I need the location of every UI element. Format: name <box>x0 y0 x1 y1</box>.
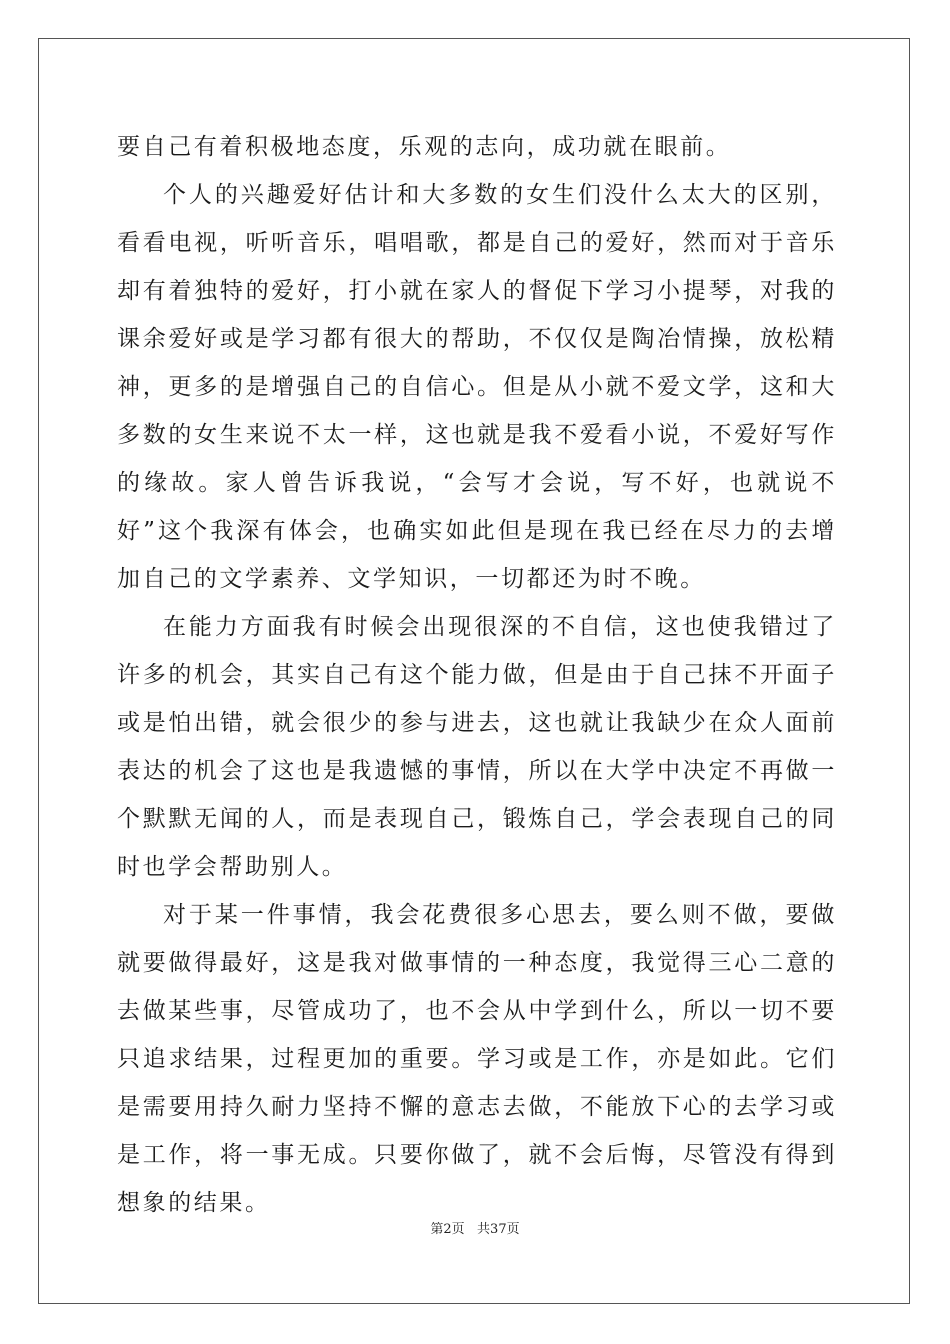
document-body <box>117 123 837 1227</box>
paragraph-4: 对于某一件事情，我会花费很多心思去，要么则不做，要做就要做得最好，这是我对做事情的一种态度，我觉得三心二意的去做某些事，尽管成功了，也不会从中学到什么，所以一切不要只追求结果，过程更加的重要。学习或是工作，亦是如此。它们是需要用持久耐力坚持不懈的意志去做，不能放下心的去学习或是工作，将一事无成。只要你做了，就不会后悔，尽管没有得到想象的结果。 <box>117 902 837 1216</box>
paragraph-2: 个人的兴趣爱好估计和大多数的女生们没什么太大的区别，看看电视，听听音乐，唱唱歌，都是自己的爱好，然而对于音乐却有着独特的爱好，打小就在家人的督促下学习小提琴，对我的课余爱好或是学习都有很大的帮助，不仅仅是陶冶情操，放松精神，更多的是增强自己的自信心。但是从小就不爱文学，这和大多数的女生来说不太一样，这也就是我不爱看小说，不爱好写作的缘故。家人曾告诉我说，“会写才会说，写不好，也就说不好”这个我深有体会，也确实如此但是现在我已经在尽力的去增加自己的文学素养、文学知识，一切都还为时不晚。 <box>117 182 837 592</box>
paragraph-1: 要自己有着积极地态度，乐观的志向，成功就在眼前。 <box>117 134 732 160</box>
page-number-footer: 第2页 共37页 <box>430 1222 520 1237</box>
paragraph-3: 在能力方面我有时候会出现很深的不自信，这也使我错过了许多的机会，其实自己有这个能力做，但是由于自己抹不开面子或是怕出错，就会很少的参与进去，这也就让我缺少在众人面前表达的机会了这也是我遗憾的事情，所以在大学中决定不再做一个默默无闻的人，而是表现自己，锻炼自己，学会表现自己的同时也学会帮助别人。 <box>117 614 837 880</box>
